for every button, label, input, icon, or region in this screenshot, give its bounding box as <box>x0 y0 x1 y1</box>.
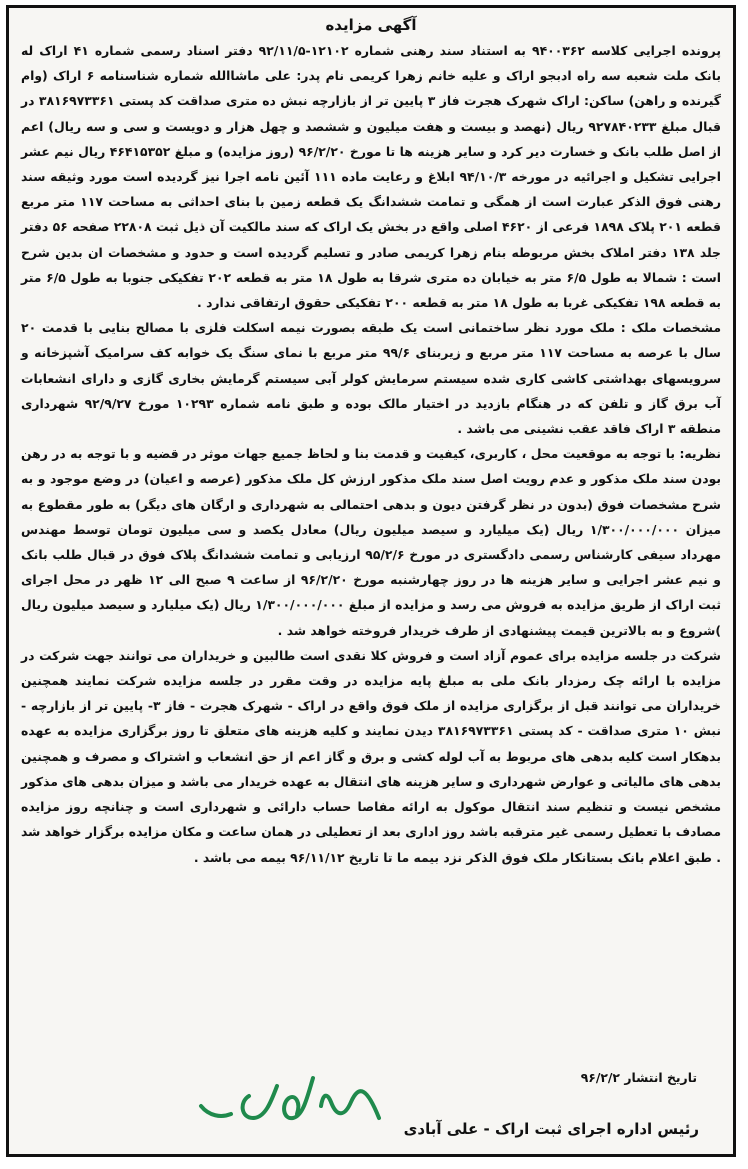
auction-notice <box>6 5 736 1157</box>
appraisal-paragraph: نظریه: با توجه به موقعیت محل ، کاربری، کیفیت و قدمت بنا و لحاظ جمیع جهات موثر در قضیه و با توجه به در رهن بودن سند ملک مذکور و عدم رویت اصل سند ملک مذکور ارزش کل ملک مذکور (عرصه و اعیان) در وضع موجود و به شرح مشخصات فوق (بدون در نظر گرفتن دیون و بدهی احتمالی به شهرداری و ارگان های دیگر) به طور مقطوع به میزان ۱/۳۰۰/۰۰۰/۰۰۰ ریال (یک میلیارد و سیصد میلیون ریال) معادل یکصد و سی میلیون تومان توسط مهندس مهرداد سیفی کارشناس رسمی دادگستری در مورخ ۹۵/۲/۶ ارزیابی و تمامت ششدانگ پلاک فوق در قبال طلب بانک و نیم عشر اجرایی و سایر هزینه ها در روز چهارشنبه مورخ ۹۶/۲/۲۰ از ساعت ۹ صبح الی ۱۲ ظهر در محل اجرای ثبت اراک از طریق مزایده به فروش می رسد و مزایده از مبلغ ۱/۳۰۰/۰۰۰/۰۰۰ ریال (یک میلیارد و سیصد میلیون ریال )شروع و به بالاترین قیمت پیشنهادی از طرف خریدار فروخته خواهد شد . <box>21 446 721 638</box>
publish-date: تاریخ انتشار ۹۶/۲/۲ <box>580 1070 697 1085</box>
signature-icon <box>191 1058 391 1138</box>
property-specs-paragraph: مشخصات ملک : ملک مورد نظر ساختمانی است یک طبقه بصورت نیمه اسکلت فلزی با مصالح بنایی با قدمت ۲۰ سال با عرصه به مساحت ۱۱۷ متر مربع و زیربنای ۹۹/۶ متر مربع با نمای سنگ یک خوابه کف سرامیک آشپزخانه و سرویسهای بهداشتی کاشی کاری شده سیستم سرمایش کولر آبی سیستم گرمایش بخاری گازی و دارای انشعابات آب برق گاز و تلفن که در هنگام بازدید در اختیار مالک بوده و طبق نامه شماره ۱۰۲۹۳ مورخ ۹۲/۹/۲۷ شهرداری منطقه ۳ اراک فاقد عقب نشینی می باشد . <box>21 320 722 437</box>
notice-footer <box>21 1036 721 1148</box>
conditions-paragraph: شرکت در جلسه مزایده برای عموم آزاد است و فروش کلا نقدی است طالبین و خریداران می توانند جهت شرکت در مزایده با ارائه چک رمزدار بانک ملی به مبلغ پایه مزایده در وقت مقرر در جلسه مزایده شرکت نمایند همچنین خریداران می توانند قبل از برگزاری مزایده از ملک فوق واقع در اراک - شهرک هجرت - فاز ۳- پایین تر از بازارچه - نبش ۱۰ متری صداقت - کد پستی ۳۸۱۶۹۷۳۳۶۱ دیدن نمایند و کلیه هزینه های متعلق تا روز برگزاری مزایده به عهده بدهکار است کلیه بدهی های مربوط به آب لوله کشی و برق و گاز اعم از حق انشعاب و اشتراک و مصرف و همچنین بدهی های مالیاتی و عوارض شهرداری و سایر هزینه های انتقال به عهده خریدار می باشد و میزان بدهی های مذکور مشخص نیست و تنظیم سند انتقال موکول به ارائه مفاصا حساب دارائی و شهرداری است و چنانچه روز مزایده مصادف با تعطیل رسمی غیر مترقبه باشد روز اداری بعد از تعطیلی در همان ساعت و مکان مزایده برگزار خواهد شد . طبق اعلام بانک بستانکار ملک فوق الذکر نزد بیمه ما تا تاریخ ۹۶/۱۱/۱۲ بیمه می باشد . <box>21 647 721 865</box>
notice-title: آگهی مزایده <box>325 16 417 34</box>
case-paragraph: پرونده اجرایی کلاسه ۹۴۰۰۳۶۲ به استناد سند رهنی شماره ۱۲۱۰۲-۹۲/۱۱/۵ دفتر اسناد رسمی شماره ۴۱ اراک له بانک ملت شعبه سه راه ادبجو اراک و علیه خانم زهرا کریمی نام پدر: علی ماشاالله شماره شناسنامه ۶ اراک (وام گیرنده و راهن) ساکن: اراک شهرک هجرت فاز ۳ پایین تر از بازارچه نبش ده متری صداقت کد پستی ۳۸۱۶۹۷۳۳۶۱ در قبال مبلغ ۹۲۷۸۴۰۲۳۳ ریال (نهصد و بیست و هفت میلیون و ششصد و چهل هزار و دویست و سی و سه ریال) اعم از اصل طلب بانک و خسارت دیر کرد و سایر هزینه ها تا مورخ ۹۶/۲/۲۰ (روز مزایده) و مبلغ ۴۶۴۱۵۳۵۲ ریال نیم عشر اجرایی تشکیل و اجرائیه در مورخه ۹۴/۱۰/۳ ابلاغ و رعایت ماده ۱۱۱ آئین نامه اجرا نیز گردیده است مورد وثیقه سند رهنی فوق الذکر عبارت است از همگی و تمامت ششدانگ یک قطعه زمین با بنای احداثی به مساحت ۱۱۷ متر مربع قطعه ۲۰۱ پلاک ۱۸۹۸ فرعی از ۴۶۲۰ اصلی واقع در بخش یک اراک که سند مالکیت آن ذیل ثبت ۲۲۸۰۸ صفحه ۵۶ دفتر جلد ۱۳۸ دفتر املاک بخش مربوطه بنام زهرا کریمی صادر و تسلیم گردیده است و حدود و مشخصات ان بدین شرح است : شمالا به طول ۶/۵ متر به خیابان ده متری شرقا به طول ۱۸ متر به قطعه ۲۰۲ تفکیکی جنوبا به طول ۶/۵ متر به قطعه ۱۹۸ تفکیکی غربا به طول ۱۸ متر به قطعه ۲۰۰ تفکیکی حقوق ارتفاقی ندارد . <box>21 43 722 311</box>
signer-title: رئیس اداره اجرای ثبت اراک - علی آبادی <box>403 1120 699 1138</box>
